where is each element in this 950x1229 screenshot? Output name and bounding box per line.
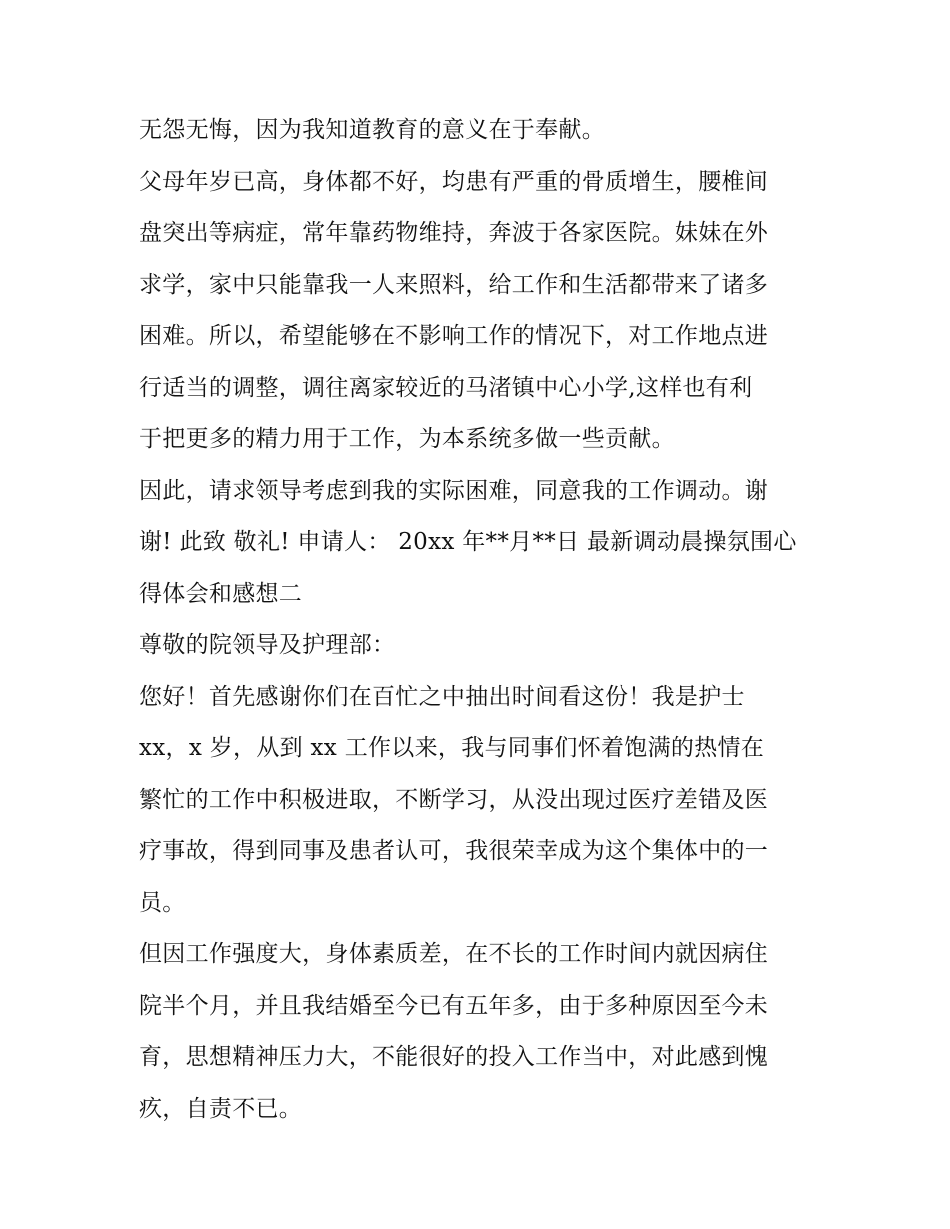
- salutation-line: 尊敬的院领导及护理部：: [139, 632, 396, 658]
- text-line: xx，x 岁，从到 xx 工作以来，我与同事们怀着饱满的热情在: [139, 735, 765, 761]
- text-line: 育，思想精神压力大，不能很好的投入工作当中，对此感到愧: [139, 1044, 769, 1070]
- text-line: 员。: [139, 889, 186, 916]
- text-line: 得体会和感想二: [139, 580, 303, 607]
- text-line: 因此，请求领导考虑到我的实际困难，同意我的工作调动。谢: [139, 477, 769, 504]
- text-line: 疚，自责不已。: [139, 1095, 303, 1122]
- document-body: [139, 105, 819, 1135]
- text-line: 谢! 此致 敬礼! 申请人： 20xx 年**月**日 最新调动晨操氛围心: [139, 529, 797, 555]
- text-line: 父母年岁已高，身体都不好，均患有严重的骨质增生，腰椎间: [139, 168, 769, 195]
- text-line: 求学，家中只能靠我一人来照料，给工作和生活都带来了诸多: [139, 271, 769, 298]
- text-line: 但因工作强度大，身体素质差，在不长的工作时间内就因病住: [139, 941, 769, 967]
- text-line: 盘突出等病症，常年靠药物维持，奔波于各家医院。妹妹在外: [139, 220, 769, 246]
- text-line: 于把更多的精力用于工作，为本系统多做一些贡献。: [139, 426, 675, 452]
- text-line: 困难。所以，希望能够在不影响工作的情况下，对工作地点进: [139, 323, 769, 349]
- text-line: 疗事故，得到同事及患者认可，我很荣幸成为这个集体中的一: [139, 838, 769, 864]
- text-line: 院半个月，并且我结婚至今已有五年多，由于多种原因至今未: [139, 992, 769, 1019]
- text-line: 无怨无悔，因为我知道教育的意义在于奉献。: [139, 117, 605, 143]
- text-line: 您好！首先感谢你们在百忙之中抽出时间看这份！我是护士: [139, 683, 745, 710]
- text-line: 行适当的调整，调往离家较近的马渚镇中心小学,这样也有利: [139, 374, 753, 401]
- text-line: 繁忙的工作中积极进取，不断学习，从没出现过医疗差错及医: [139, 786, 769, 813]
